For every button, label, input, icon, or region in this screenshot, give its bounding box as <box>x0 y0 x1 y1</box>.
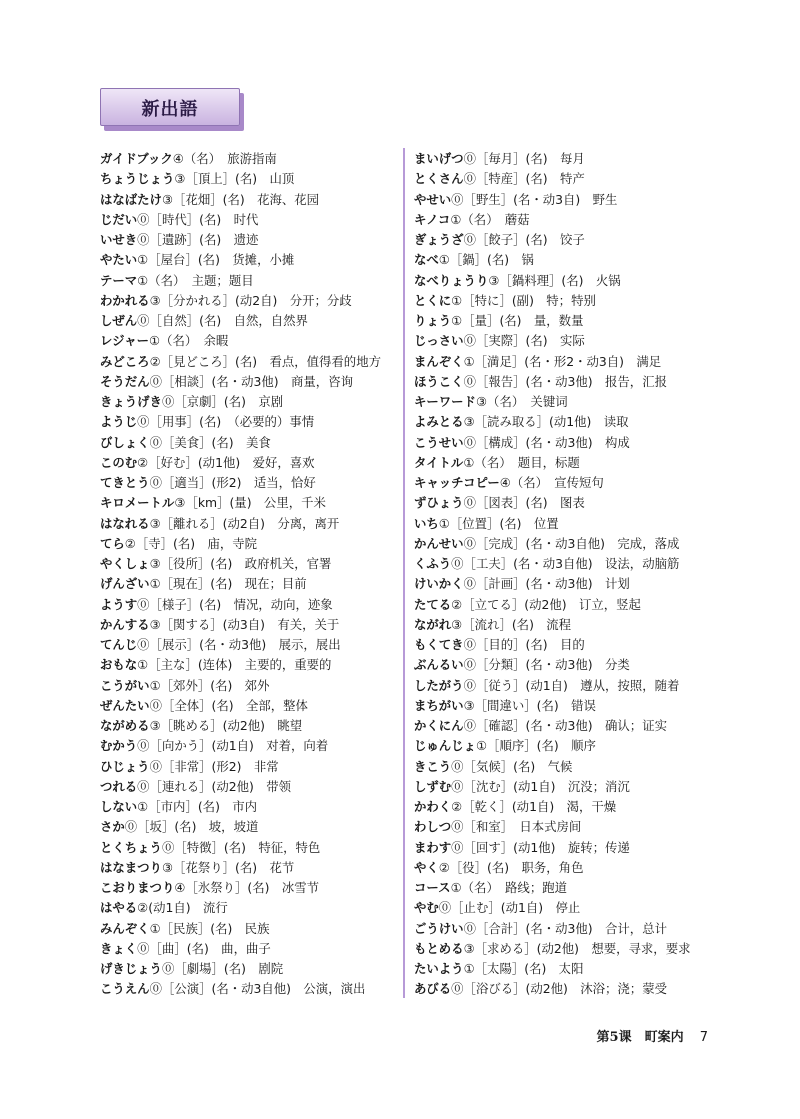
vocab-entry <box>414 635 714 655</box>
vocab-word: やたい <box>100 252 138 268</box>
vocab-entry <box>414 878 714 898</box>
vocab-word: かわく <box>414 799 452 814</box>
vocab-word: わかれる <box>100 292 150 308</box>
vocab-entry <box>414 858 714 878</box>
vocab-info: ⓪［和室］ 日本式房间 <box>451 819 582 835</box>
vocab-word: いち <box>414 515 439 531</box>
vocab-entry <box>100 230 396 250</box>
vocab-entry <box>414 979 714 999</box>
vocab-entry <box>100 473 396 493</box>
vocab-word: こうせい <box>414 434 464 450</box>
vocab-info: ⓪［相談］(名・动3他) 商量，咨询 <box>149 373 353 389</box>
vocab-word: ようす <box>100 596 138 612</box>
vocab-info: ⓪［劇場］(名) 剧院 <box>161 961 284 976</box>
vocab-entry <box>100 919 396 939</box>
vocab-info: ⓪［回す］(动1他) 旋转；传递 <box>451 839 630 855</box>
vocab-word: じだい <box>100 211 138 227</box>
column-divider <box>403 148 405 998</box>
vocab-column-left <box>100 149 396 1000</box>
vocab-info: ④（名） 宣传短句 <box>499 475 604 490</box>
vocab-entry <box>414 311 714 331</box>
vocab-word: とくちょう <box>100 839 162 855</box>
vocab-info: ④［氷祭り］(名) 冰雪节 <box>174 880 320 895</box>
vocab-word: かくにん <box>414 718 464 733</box>
vocab-entry <box>414 372 714 392</box>
vocab-word: てきとう <box>100 475 150 490</box>
vocab-entry <box>414 898 714 918</box>
vocab-word: やせい <box>414 191 452 207</box>
vocab-entry <box>100 696 396 716</box>
vocab-word: いせき <box>100 232 138 247</box>
vocab-word: ガイドブック <box>100 151 173 166</box>
vocab-word: むかう <box>100 738 138 754</box>
vocab-word: ようじ <box>100 414 138 430</box>
lesson-title: 第5课 町案内 <box>596 1030 684 1045</box>
vocab-word: きこう <box>414 758 452 774</box>
vocab-info: ③［km］(量) 公里，千米 <box>174 495 326 511</box>
vocab-info: ⓪［美食］(名) 美食 <box>149 434 271 450</box>
vocab-entry <box>100 574 396 594</box>
vocab-word: てんじ <box>100 637 138 652</box>
vocab-entry <box>414 736 714 756</box>
vocab-entry <box>100 372 396 392</box>
vocab-word: はなまつり <box>100 859 162 875</box>
vocab-entry <box>414 615 714 635</box>
vocab-word: たてる <box>414 596 452 612</box>
vocab-entry <box>100 757 396 777</box>
vocab-word: やくしょ <box>100 556 150 571</box>
vocab-word: はなれる <box>100 515 150 531</box>
vocab-word: つれる <box>100 778 138 794</box>
vocab-info: ①［特に］(副) 特；特别 <box>451 292 596 308</box>
vocab-info: ①［量］(名) 量，数量 <box>451 313 584 328</box>
vocab-entry <box>414 271 714 291</box>
vocab-entry <box>414 230 714 250</box>
section-title: 新出語 <box>141 99 199 120</box>
vocab-entry <box>100 514 396 534</box>
vocab-info: ①［主な］(连体) 主要的，重要的 <box>137 657 332 673</box>
vocab-entry <box>100 190 396 210</box>
vocab-entry <box>414 817 714 837</box>
vocab-info: ③［頂上］(名) 山顶 <box>174 171 295 187</box>
vocab-info: ⓪［止む］(动1自) 停止 <box>438 900 581 916</box>
vocab-entry <box>414 574 714 594</box>
vocab-word: やく <box>414 859 439 875</box>
vocab-entry <box>414 453 714 473</box>
vocab-entry <box>100 939 396 959</box>
vocab-entry <box>414 777 714 797</box>
vocab-word: ほうこく <box>414 373 464 389</box>
vocab-entry <box>100 655 396 675</box>
vocab-info: ③［花祭り］(名) 花节 <box>161 859 295 875</box>
vocab-info: ②［見どころ］(名) 看点，值得看的地方 <box>149 353 381 369</box>
vocab-entry <box>100 291 396 311</box>
vocab-info: ①［順序］(名) 顺序 <box>475 738 596 754</box>
vocab-word: げんざい <box>100 576 150 592</box>
vocab-entry <box>100 169 396 189</box>
vocab-entry <box>100 959 396 979</box>
vocab-info: ③［求める］(动2他) 想要，寻求，要求 <box>463 940 691 956</box>
vocab-info: ⓪［曲］(名) 曲，曲子 <box>137 940 271 956</box>
vocab-info: ⓪［展示］(名・动3他) 展示，展出 <box>137 637 341 652</box>
vocab-info: ⓪［沈む］(动1自) 沉没；消沉 <box>451 778 630 794</box>
vocab-info: ⓪［報告］(名・动3他) 报告，汇报 <box>463 373 667 389</box>
vocab-info: ①［市内］(名) 市内 <box>137 799 258 814</box>
vocab-info: ①（名） 主题；题目 <box>137 272 254 288</box>
vocab-info: ⓪［向かう］(动1自) 对着，向着 <box>137 738 329 754</box>
vocab-entry <box>100 979 396 999</box>
vocab-entry <box>414 838 714 858</box>
vocab-word: よみとる <box>414 414 464 430</box>
vocab-word: タイトル <box>414 454 464 470</box>
vocab-word: ちょうじょう <box>100 171 175 187</box>
vocab-info: ②［乾く］(动1自) 渴，干燥 <box>451 799 617 814</box>
vocab-word: くふう <box>414 556 452 571</box>
vocab-word: とくさん <box>414 171 464 187</box>
vocab-info: ①［現在］(名) 现在；目前 <box>149 576 307 592</box>
vocab-word: ひじょう <box>100 758 150 774</box>
vocab-entry <box>100 797 396 817</box>
vocab-entry <box>414 392 714 412</box>
vocab-word: そうだん <box>100 373 150 389</box>
vocab-word: りょう <box>414 313 452 328</box>
vocab-entry <box>414 655 714 675</box>
vocab-info: ⓪［用事］(名) （必要的）事情 <box>137 414 315 430</box>
vocab-info: ⓪［京劇］(名) 京剧 <box>161 394 284 409</box>
vocab-entry <box>414 190 714 210</box>
vocab-entry <box>100 615 396 635</box>
vocab-entry <box>414 433 714 453</box>
vocab-info: ③［役所］(名) 政府机关，官署 <box>149 556 332 571</box>
vocab-entry <box>100 250 396 270</box>
vocab-word: ぶんるい <box>414 657 464 673</box>
vocab-info: ③［関する］(动3自) 有关，关于 <box>149 616 340 632</box>
vocab-entry <box>100 716 396 736</box>
vocab-info: ⓪［目的］(名) 目的 <box>463 637 585 652</box>
vocab-info: ①［満足］(名・形2・动3自) 满足 <box>463 353 662 369</box>
vocab-word: しぜん <box>100 313 138 328</box>
vocab-word: みんぞく <box>100 920 150 936</box>
vocab-entry <box>414 939 714 959</box>
vocab-word: まわす <box>414 839 452 855</box>
vocab-entry <box>100 878 396 898</box>
vocab-word: レジャー <box>100 333 150 349</box>
vocab-word: ぜんたい <box>100 697 150 713</box>
vocab-word: まちがい <box>414 697 464 713</box>
vocab-info: ⓪［餃子］(名) 饺子 <box>463 232 585 247</box>
vocab-info: ①［太陽］(名) 太阳 <box>463 961 584 976</box>
vocab-info: ②(动1自) 流行 <box>137 900 228 916</box>
vocab-info: ⓪［非常］(形2) 非常 <box>149 758 279 774</box>
vocab-entry <box>100 777 396 797</box>
vocab-word: なべりょうり <box>414 272 489 288</box>
vocab-info: ③［離れる］(动2自) 分离，离开 <box>149 515 340 531</box>
vocab-info: ⓪［工夫］(名・动3自他) 设法，动脑筋 <box>451 556 680 571</box>
page-footer <box>597 1026 708 1045</box>
vocab-info: ⓪［野生］(名・动3自) 野生 <box>451 191 618 207</box>
vocab-word: こおりまつり <box>100 880 175 895</box>
vocab-info: ⓪［浴びる］(动2他) 沐浴；浇；蒙受 <box>451 981 667 997</box>
vocab-word: わしつ <box>414 819 452 835</box>
vocab-entry <box>414 554 714 574</box>
vocab-info: ⓪［合計］(名・动3他) 合计，总计 <box>463 920 667 936</box>
vocab-entry <box>414 473 714 493</box>
vocab-info: ①（名） 余暇 <box>149 333 229 349</box>
vocab-entry <box>414 169 714 189</box>
vocab-entry <box>414 210 714 230</box>
vocab-info: ②［寺］(名) 庙，寺院 <box>124 535 258 551</box>
vocab-entry <box>414 352 714 372</box>
vocab-info: ⓪［自然］(名) 自然，自然界 <box>137 313 308 328</box>
vocab-info: ①（名） 蘑菇 <box>450 211 530 227</box>
vocab-entry <box>100 817 396 837</box>
vocab-entry <box>414 919 714 939</box>
vocab-info: ⓪［特徴］(名) 特征，特色 <box>161 839 321 855</box>
vocab-entry <box>100 898 396 918</box>
vocab-info: ①（名） 题目，标题 <box>463 454 580 470</box>
vocab-word: てら <box>100 535 125 551</box>
vocab-entry <box>100 433 396 453</box>
vocab-info: ③［読み取る］(动1他) 读取 <box>463 414 629 430</box>
vocab-word: このむ <box>100 454 138 470</box>
vocab-word: キャッチコピー <box>414 475 500 490</box>
vocab-word: あびる <box>414 981 452 997</box>
vocab-info: ⓪［従う］(动1自) 遵从，按照，随着 <box>463 677 680 693</box>
vocab-entry <box>414 716 714 736</box>
vocab-word: まんぞく <box>414 353 464 369</box>
vocab-entry <box>414 149 714 169</box>
vocab-word: ながめる <box>100 718 150 733</box>
vocab-word: かんせい <box>414 535 464 551</box>
vocab-entry <box>100 736 396 756</box>
vocab-entry <box>100 534 396 554</box>
vocab-info: ③［間違い］(名) 错误 <box>463 697 596 713</box>
vocab-entry <box>100 271 396 291</box>
vocab-word: しない <box>100 799 138 814</box>
vocab-word: ぎょうざ <box>414 232 464 247</box>
vocab-word: ごうけい <box>414 920 464 936</box>
vocab-entry <box>414 412 714 432</box>
vocab-word: きょうげき <box>100 394 162 409</box>
vocab-info: ③［分かれる］(动2自) 分开；分歧 <box>149 292 352 308</box>
vocab-info: ⓪［分類］(名・动3他) 分类 <box>463 657 630 673</box>
vocab-entry <box>100 595 396 615</box>
vocab-info: ⓪［遺跡］(名) 遗迹 <box>137 232 259 247</box>
vocab-info: ⓪［様子］(名) 情况，动向，迹象 <box>137 596 333 612</box>
vocab-word: まいげつ <box>414 151 464 166</box>
vocab-info: ⓪［気候］(名) 气候 <box>451 758 573 774</box>
vocab-word: コース <box>414 880 451 895</box>
vocab-word: けいかく <box>414 576 464 592</box>
vocab-word: はなばたけ <box>100 191 162 207</box>
vocab-info: ④（名） 旅游指南 <box>172 151 277 166</box>
vocab-word: ながれ <box>414 616 452 632</box>
vocab-word: しずむ <box>414 778 452 794</box>
section-title-box <box>100 88 240 126</box>
vocab-info: ⓪［公演］(名・动3自他) 公演，演出 <box>149 981 366 997</box>
vocab-info: ⓪［確認］(名・动3他) 确认；证实 <box>463 718 667 733</box>
vocab-word: キノコ <box>414 211 451 227</box>
vocab-entry <box>100 392 396 412</box>
vocab-info: ③［花畑］(名) 花海、花园 <box>161 191 320 207</box>
vocab-word: キーワード <box>414 394 476 409</box>
vocab-entry <box>100 493 396 513</box>
vocab-word: キロメートル <box>100 495 175 511</box>
vocab-entry <box>414 493 714 513</box>
vocab-info: ③［流れ］(名) 流程 <box>451 616 572 632</box>
vocab-entry <box>414 676 714 696</box>
vocab-info: ⓪［実際］(名) 实际 <box>463 333 585 349</box>
vocab-info: ②［立てる］(动2他) 订立，竖起 <box>451 596 641 612</box>
vocab-word: かんする <box>100 616 150 632</box>
vocab-entry <box>100 412 396 432</box>
vocab-word: もとめる <box>414 940 464 956</box>
vocab-info: ⓪［特産］(名) 特产 <box>463 171 585 187</box>
vocab-info: ⓪［構成］(名・动3他) 构成 <box>463 434 630 450</box>
vocab-info: ⓪［計画］(名・动3他) 计划 <box>463 576 630 592</box>
vocab-info: ⓪［毎月］(名) 每月 <box>463 151 585 166</box>
vocab-entry <box>414 797 714 817</box>
vocab-word: きょく <box>100 940 138 956</box>
vocab-info: ⓪［適当］(形2) 适当，恰好 <box>149 475 316 490</box>
vocab-word: じっさい <box>414 333 464 349</box>
vocab-entry <box>100 838 396 858</box>
vocab-info: ①［位置］(名) 位置 <box>438 515 559 531</box>
vocab-word: はやる <box>100 900 138 916</box>
vocab-word: こうえん <box>100 981 150 997</box>
vocab-info: ⓪［坂］(名) 坡，坡道 <box>124 819 259 835</box>
vocab-word: おもな <box>100 657 138 673</box>
vocab-entry <box>100 858 396 878</box>
vocab-entry <box>100 210 396 230</box>
vocab-word: とくに <box>414 292 452 308</box>
vocab-word: なべ <box>414 252 439 268</box>
vocab-entry <box>414 696 714 716</box>
vocab-word: さか <box>100 819 125 835</box>
vocab-word: げきじょう <box>100 961 162 976</box>
vocab-entry <box>414 331 714 351</box>
vocab-info: ⓪［完成］(名・动3自他) 完成，落成 <box>463 535 680 551</box>
vocab-word: びしょく <box>100 434 150 450</box>
vocab-entry <box>414 514 714 534</box>
vocab-info: ③［鍋料理］(名) 火锅 <box>488 272 621 288</box>
vocab-word: したがう <box>414 677 464 693</box>
vocab-info: ①［郊外］(名) 郊外 <box>149 677 270 693</box>
vocab-entry <box>414 959 714 979</box>
vocab-info: ①［鍋］(名) 锅 <box>438 252 534 268</box>
vocab-info: ①［屋台］(名) 货摊，小摊 <box>137 252 295 268</box>
vocab-entry <box>100 676 396 696</box>
vocab-entry <box>100 331 396 351</box>
vocab-info: ②［役］(名) 职务，角色 <box>438 859 584 875</box>
vocab-word: みどころ <box>100 353 150 369</box>
vocab-entry <box>414 757 714 777</box>
vocab-info: ①［民族］(名) 民族 <box>149 920 270 936</box>
vocab-info: ①（名） 路线；跑道 <box>450 880 567 895</box>
vocab-info: ③［眺める］(动2他) 眺望 <box>149 718 303 733</box>
vocab-info: ⓪［連れる］(动2他) 带领 <box>137 778 292 794</box>
vocab-info: ⓪［図表］(名) 图表 <box>463 495 585 511</box>
vocab-word: もくてき <box>414 637 464 652</box>
page-number: 7 <box>699 1030 708 1045</box>
vocab-word: テーマ <box>100 272 138 288</box>
vocab-column-right <box>414 149 714 1000</box>
vocab-word: たいよう <box>414 961 464 976</box>
vocab-entry <box>100 453 396 473</box>
vocab-word: こうがい <box>100 677 150 693</box>
vocab-info: ⓪［全体］(名) 全部，整体 <box>149 697 308 713</box>
vocab-entry <box>414 250 714 270</box>
vocab-info: ⓪［時代］(名) 时代 <box>137 211 259 227</box>
vocab-info: ③（名） 关键词 <box>475 394 568 409</box>
vocab-word: じゅんじょ <box>414 738 476 754</box>
vocab-info: ②［好む］(动1他) 爱好，喜欢 <box>137 454 315 470</box>
vocab-entry <box>100 352 396 372</box>
vocab-entry <box>414 534 714 554</box>
vocab-entry <box>100 635 396 655</box>
vocab-entry <box>100 554 396 574</box>
vocab-entry <box>100 311 396 331</box>
vocab-entry <box>414 291 714 311</box>
vocab-word: ずひょう <box>414 495 464 511</box>
vocab-entry <box>100 149 396 169</box>
vocab-entry <box>414 595 714 615</box>
vocab-word: やむ <box>414 900 439 916</box>
